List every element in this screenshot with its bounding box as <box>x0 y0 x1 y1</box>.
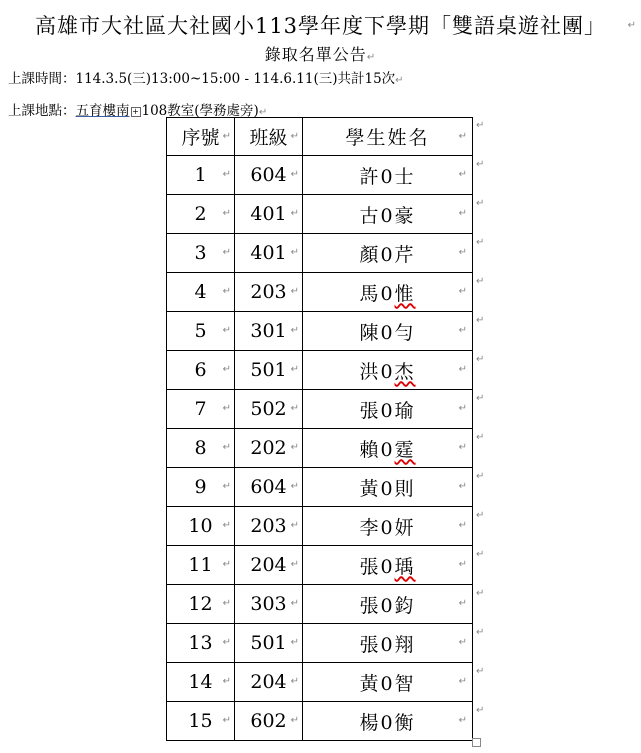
cell-mark-icon: ↵ <box>222 715 231 726</box>
cell-mark-icon: ↵ <box>290 131 299 142</box>
cell-mark-icon: ↵ <box>222 598 231 609</box>
cell-mark-icon: ↵ <box>458 520 469 531</box>
cell-no <box>167 390 235 429</box>
cell-no <box>167 585 235 624</box>
location-label: 上課地點： <box>8 103 76 119</box>
cell-class <box>235 273 303 312</box>
cell-class <box>235 702 303 741</box>
schedule-line <box>8 67 404 87</box>
cell-name-text: 許0士 <box>359 165 416 188</box>
cell-class-text: 602 <box>250 710 287 732</box>
table-row <box>167 702 473 741</box>
cell-class-text: 401 <box>250 203 287 225</box>
table-row <box>167 468 473 507</box>
cell-no <box>167 312 235 351</box>
cell-mark-icon: ↵ <box>458 481 469 492</box>
subtitle-text: 錄取名單公告 <box>264 45 367 64</box>
cell-no-text: 5 <box>194 320 207 342</box>
table-row <box>167 390 473 429</box>
table-row <box>167 546 473 585</box>
cell-class-text: 203 <box>250 281 287 303</box>
paragraph-mark-icon: ↵ <box>258 107 268 118</box>
cell-class <box>235 351 303 390</box>
cell-class-text: 401 <box>250 242 287 264</box>
cell-class-text: 204 <box>250 554 287 576</box>
table-header-row <box>167 118 473 156</box>
cell-no-text: 8 <box>194 437 207 459</box>
cell-mark-icon: ↵ <box>222 676 231 687</box>
location-line <box>8 99 267 119</box>
cell-name <box>303 429 473 468</box>
cell-mark-icon: ↵ <box>222 247 231 258</box>
cell-name-text: 賴0霆 <box>359 438 416 461</box>
cell-mark-icon: ↵ <box>458 559 469 570</box>
cell-no-text: 13 <box>188 632 213 654</box>
cell-no <box>167 663 235 702</box>
cell-class <box>235 429 303 468</box>
cell-class-text: 501 <box>250 359 287 381</box>
cell-no <box>167 273 235 312</box>
schedule-label: 上課時間： <box>8 71 76 87</box>
cell-mark-icon: ↵ <box>290 403 299 414</box>
cell-no-text: 7 <box>194 398 207 420</box>
title-text: 高雄市大社區大社國小113學年度下學期「雙語桌遊社團」 <box>34 14 607 38</box>
cell-mark-icon: ↵ <box>222 208 231 219</box>
cell-mark-icon: ↵ <box>458 247 469 258</box>
cell-mark-icon: ↵ <box>290 364 299 375</box>
row-end-mark-icon: ↵ <box>476 510 485 521</box>
table-row <box>167 351 473 390</box>
table-row <box>167 585 473 624</box>
cell-class <box>235 507 303 546</box>
cell-no <box>167 156 235 195</box>
cell-class-text: 204 <box>250 671 287 693</box>
cell-name <box>303 390 473 429</box>
cell-class <box>235 663 303 702</box>
cell-no-text: 9 <box>194 476 207 498</box>
cell-name-text: 陳0勻 <box>359 321 416 344</box>
cell-name-text: 馬0惟 <box>359 282 416 305</box>
cell-mark-icon: ↵ <box>290 442 299 453</box>
cell-mark-icon: ↵ <box>222 364 231 375</box>
cell-name <box>303 468 473 507</box>
header-class: 班級 ↵ <box>235 118 303 156</box>
cell-mark-icon: ↵ <box>222 169 231 180</box>
cell-mark-icon: ↵ <box>290 715 299 726</box>
cell-name-text: 李0妍 <box>359 516 416 539</box>
paragraph-mark-icon: ↵ <box>627 20 637 31</box>
cell-class-text: 501 <box>250 632 287 654</box>
cell-name <box>303 273 473 312</box>
cell-class-text: 604 <box>250 476 287 498</box>
cell-name <box>303 663 473 702</box>
table-row <box>167 273 473 312</box>
cell-mark-icon: ↵ <box>458 208 469 219</box>
paragraph-mark-icon: ↵ <box>395 75 404 86</box>
cell-mark-icon: ↵ <box>458 286 469 297</box>
cell-name <box>303 156 473 195</box>
cell-class <box>235 624 303 663</box>
cell-no-text: 15 <box>188 710 213 732</box>
cell-mark-icon: ↵ <box>458 598 469 609</box>
table-row <box>167 312 473 351</box>
cell-class-text: 203 <box>250 515 287 537</box>
cell-name <box>303 312 473 351</box>
cell-mark-icon: ↵ <box>290 598 299 609</box>
cell-name <box>303 234 473 273</box>
cell-no <box>167 468 235 507</box>
cell-mark-icon: ↵ <box>290 559 299 570</box>
cell-mark-icon: ↵ <box>222 442 231 453</box>
cell-name-text: 黃0智 <box>359 672 416 695</box>
row-end-mark-icon: ↵ <box>476 549 485 560</box>
cell-no-text: 1 <box>194 164 207 186</box>
cell-mark-icon: ↵ <box>222 286 231 297</box>
document-subtitle <box>0 42 641 65</box>
cell-class <box>235 156 303 195</box>
row-end-mark-icon: ↵ <box>476 705 485 716</box>
cell-no-text: 3 <box>194 242 207 264</box>
cell-name <box>303 624 473 663</box>
row-end-mark-icon: ↵ <box>476 315 485 326</box>
cell-mark-icon: ↵ <box>458 403 469 414</box>
cell-name-text: 張0翔 <box>359 633 416 656</box>
cell-name-text: 張0瑀 <box>359 555 416 578</box>
row-end-mark-icon: ↵ <box>476 120 485 131</box>
cell-class-text: 202 <box>250 437 287 459</box>
cell-mark-icon: ↵ <box>458 169 469 180</box>
cell-no-text: 14 <box>188 671 213 693</box>
cell-name-text: 楊0衡 <box>359 711 416 734</box>
document-title <box>0 10 641 40</box>
cell-class <box>235 468 303 507</box>
cell-mark-icon: ↵ <box>290 169 299 180</box>
cell-mark-icon: ↵ <box>290 208 299 219</box>
row-end-mark-icon: ↵ <box>476 432 485 443</box>
cell-class <box>235 390 303 429</box>
row-end-mark-icon: ↵ <box>476 198 485 209</box>
cell-name <box>303 546 473 585</box>
admission-table <box>166 117 473 741</box>
cell-mark-icon: ↵ <box>458 442 469 453</box>
cell-class-text: 502 <box>250 398 287 420</box>
row-end-mark-icon: ↵ <box>476 471 485 482</box>
cell-no <box>167 507 235 546</box>
header-name: 學生姓名 ↵ <box>303 118 473 156</box>
cell-mark-icon: ↵ <box>222 520 231 531</box>
cell-mark-icon: ↵ <box>290 637 299 648</box>
cell-mark-icon: ↵ <box>222 403 231 414</box>
row-end-mark-icon: ↵ <box>476 237 485 248</box>
cell-mark-icon: ↵ <box>222 637 231 648</box>
cell-class-text: 303 <box>250 593 287 615</box>
table-row <box>167 507 473 546</box>
table-row <box>167 429 473 468</box>
cell-no <box>167 234 235 273</box>
cell-mark-icon: ↵ <box>458 715 469 726</box>
row-end-mark-icon: ↵ <box>476 393 485 404</box>
cell-no-text: 12 <box>188 593 213 615</box>
cell-no <box>167 351 235 390</box>
cell-no <box>167 702 235 741</box>
cell-name-text: 張0瑜 <box>359 399 416 422</box>
cell-mark-icon: ↵ <box>290 325 299 336</box>
cell-class <box>235 234 303 273</box>
cell-mark-icon: ↵ <box>458 364 469 375</box>
cell-mark-icon: ↵ <box>458 325 469 336</box>
row-end-mark-icon: ↵ <box>476 627 485 638</box>
table-row <box>167 156 473 195</box>
cell-mark-icon: ↵ <box>458 131 469 142</box>
cell-no-text: 2 <box>194 203 207 225</box>
row-end-mark-icon: ↵ <box>476 354 485 365</box>
cell-mark-icon: ↵ <box>290 286 299 297</box>
cell-name <box>303 702 473 741</box>
cell-class <box>235 195 303 234</box>
cell-mark-icon: ↵ <box>222 559 231 570</box>
cell-class-text: 604 <box>250 164 287 186</box>
cell-mark-icon: ↵ <box>222 325 231 336</box>
cell-name <box>303 195 473 234</box>
cell-class <box>235 546 303 585</box>
cell-no <box>167 624 235 663</box>
table-resize-handle[interactable] <box>472 738 481 747</box>
cell-no <box>167 546 235 585</box>
cell-name <box>303 507 473 546</box>
schedule-value: 114.3.5(三)13:00~15:00 - 114.6.11(三)共計15次 <box>75 71 396 87</box>
cell-mark-icon: ↵ <box>290 247 299 258</box>
cell-class <box>235 585 303 624</box>
header-no: 序號 ↵ <box>167 118 235 156</box>
row-end-mark-icon: ↵ <box>476 588 485 599</box>
cell-name <box>303 585 473 624</box>
table-row <box>167 234 473 273</box>
cell-mark-icon: ↵ <box>290 520 299 531</box>
cell-mark-icon: ↵ <box>458 637 469 648</box>
cell-no <box>167 429 235 468</box>
cell-name <box>303 351 473 390</box>
location-room: 108教室(學務處旁) <box>141 103 259 119</box>
cell-mark-icon: ↵ <box>222 481 231 492</box>
location-building: 五育樓南 <box>75 103 130 119</box>
cell-mark-icon: ↵ <box>290 481 299 492</box>
cell-name-text: 古0豪 <box>359 204 416 227</box>
cell-class-text: 301 <box>250 320 287 342</box>
cell-no-text: 4 <box>194 281 207 303</box>
cell-name-text: 張0鈞 <box>359 594 416 617</box>
cell-no <box>167 195 235 234</box>
cell-class <box>235 312 303 351</box>
cell-mark-icon: ↵ <box>458 676 469 687</box>
table-row <box>167 195 473 234</box>
cell-no-text: 10 <box>188 515 213 537</box>
paragraph-mark-icon: ↵ <box>366 52 377 63</box>
cell-mark-icon: ↵ <box>222 131 231 142</box>
table-move-handle-icon[interactable]: + <box>132 106 139 116</box>
row-end-mark-icon: ↵ <box>476 159 485 170</box>
cell-name-text: 洪0杰 <box>359 360 416 383</box>
cell-no-text: 6 <box>194 359 207 381</box>
row-end-mark-icon: ↵ <box>476 666 485 677</box>
cell-mark-icon: ↵ <box>290 676 299 687</box>
row-end-mark-icon: ↵ <box>476 276 485 287</box>
cell-name-text: 黃0則 <box>359 477 416 500</box>
table-row <box>167 624 473 663</box>
cell-no-text: 11 <box>188 554 213 576</box>
cell-name-text: 顏0芹 <box>359 243 416 266</box>
table-row <box>167 663 473 702</box>
